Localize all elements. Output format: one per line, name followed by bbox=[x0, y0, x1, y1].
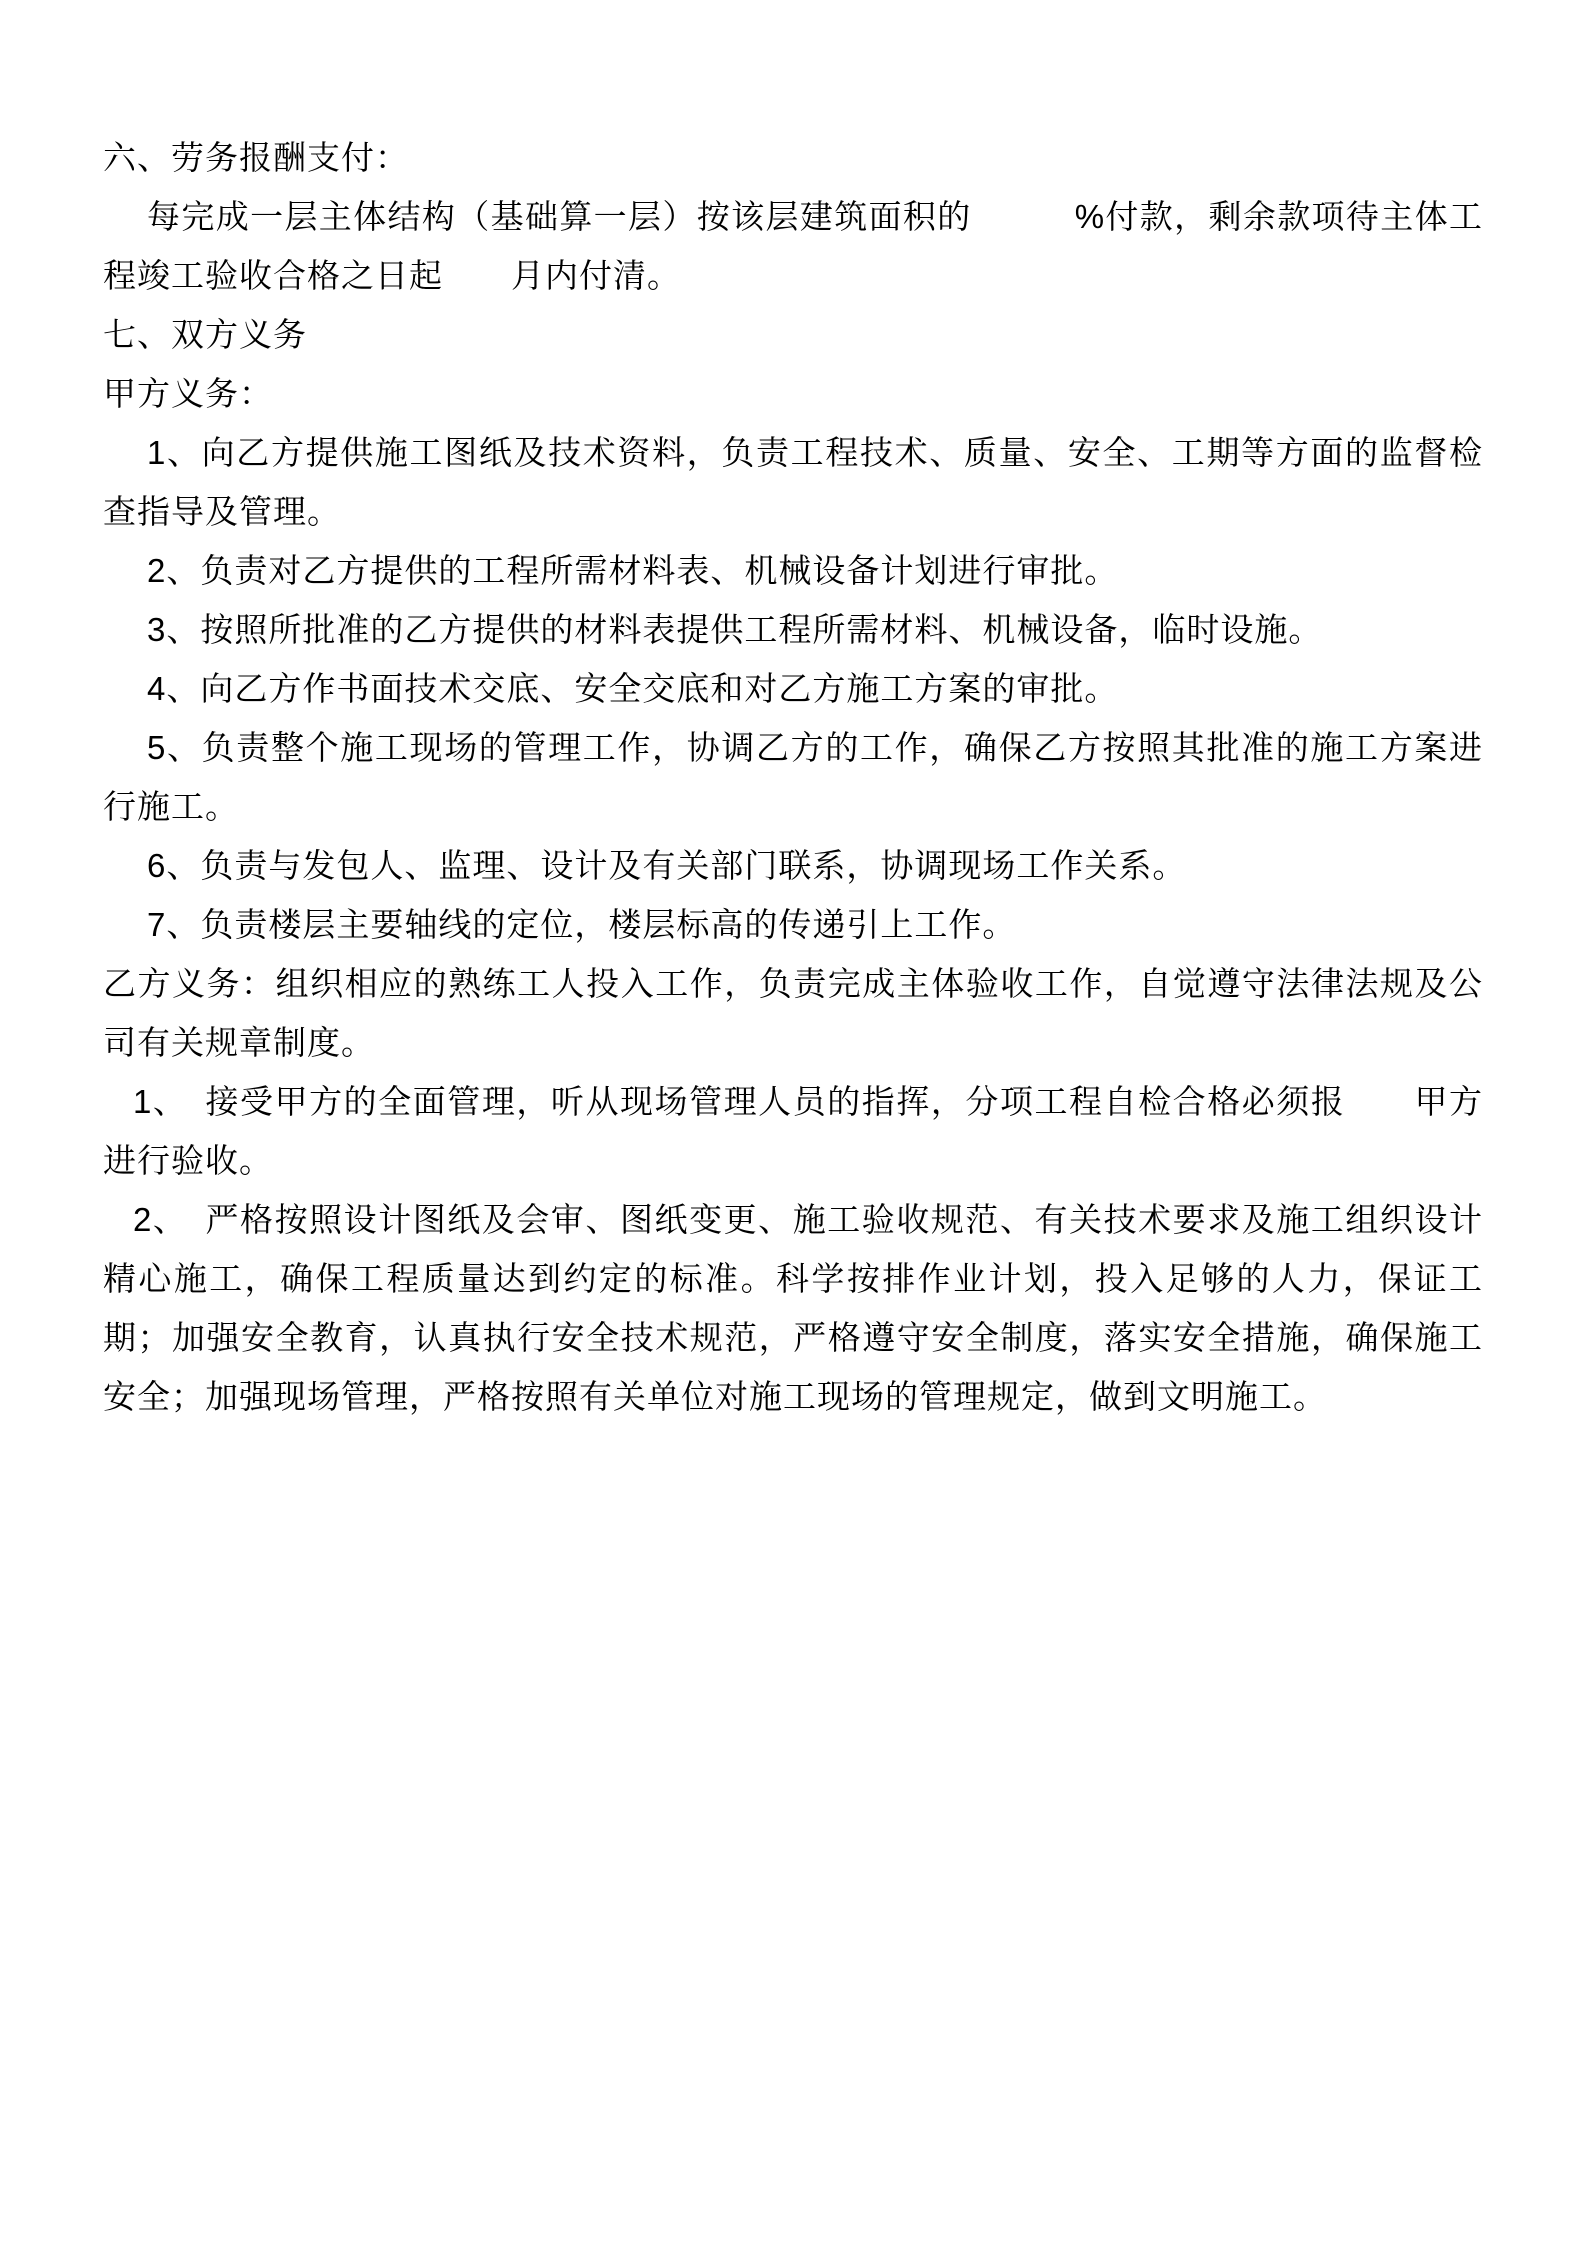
party-a-item-3: 3、按照所批准的乙方提供的材料表提供工程所需材料、机械设备，临时设施。 bbox=[147, 611, 1323, 648]
party-a-obligations-heading: 甲方义务： bbox=[103, 375, 273, 412]
party-b-item-1: 1、 接受甲方的全面管理，听从现场管理人员的指挥，分项工程自检合格必须报 甲方进行验收。 bbox=[103, 1083, 1483, 1179]
party-a-item-4: 4、向乙方作书面技术交底、安全交底和对乙方施工方案的审批。 bbox=[147, 670, 1119, 707]
party-a-item-1: 1、向乙方提供施工图纸及技术资料，负责工程技术、质量、安全、工期等方面的监督检查指导及管理。 bbox=[103, 434, 1483, 530]
party-a-item-5: 5、负责整个施工现场的管理工作，协调乙方的工作，确保乙方按照其批准的施工方案进行施工。 bbox=[103, 729, 1483, 825]
contract-body bbox=[103, 128, 1483, 1426]
party-a-item-7: 7、负责楼层主要轴线的定位，楼层标高的传递引上工作。 bbox=[147, 906, 1017, 943]
section-6-heading: 六、劳务报酬支付： bbox=[103, 139, 409, 176]
party-b-item-2: 2、 严格按照设计图纸及会审、图纸变更、施工验收规范、有关技术要求及施工组织设计精心施工，确保工程质量达到约定的标准。科学按排作业计划，投入足够的人力，保证工期；加强安全教育，认真执行安全技术规范，严格遵守安全制度，落实安全措施，确保施工安全；加强现场管理，严格按照有关单位对施工现场的管理规定，做到文明施工。 bbox=[103, 1201, 1483, 1415]
section-7-heading: 七、双方义务 bbox=[103, 316, 307, 353]
party-a-item-6: 6、负责与发包人、监理、设计及有关部门联系，协调现场工作关系。 bbox=[147, 847, 1187, 884]
party-a-item-2: 2、负责对乙方提供的工程所需材料表、机械设备计划进行审批。 bbox=[147, 552, 1119, 589]
party-b-obligations-intro: 乙方义务：组织相应的熟练工人投入工作，负责完成主体验收工作，自觉遵守法律法规及公司有关规章制度。 bbox=[103, 965, 1483, 1061]
section-6-payment-terms: 每完成一层主体结构（基础算一层）按该层建筑面积的 %付款，剩余款项待主体工程竣工验收合格之日起 月内付清。 bbox=[103, 198, 1483, 294]
